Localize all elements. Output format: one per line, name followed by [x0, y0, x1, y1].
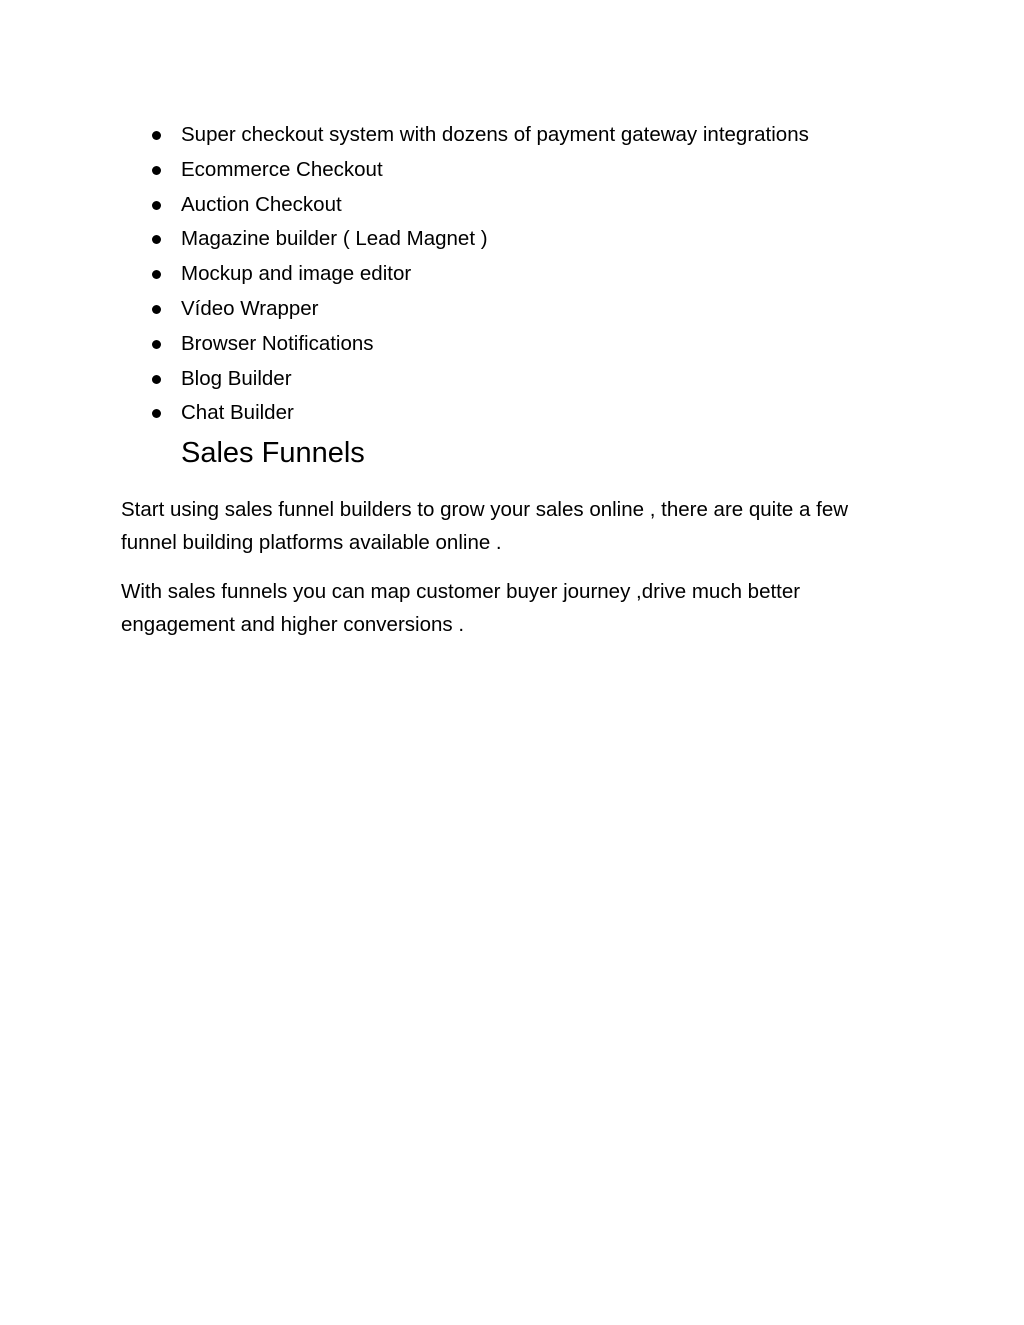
list-item-text: Blog Builder: [181, 366, 292, 390]
list-item: [150, 188, 809, 223]
bullet-icon: [152, 305, 161, 314]
bullet-icon: [152, 166, 161, 175]
list-item: [150, 396, 809, 431]
list-item: [150, 362, 809, 397]
feature-list: [150, 118, 809, 431]
bullet-icon: [152, 270, 161, 279]
bullet-icon: [152, 340, 161, 349]
list-item-text: Ecommerce Checkout: [181, 157, 383, 181]
list-item: [150, 222, 809, 257]
list-item-text: Magazine builder ( Lead Magnet ): [181, 227, 488, 251]
bullet-icon: [152, 235, 161, 244]
list-item-text: Browser Notifications: [181, 331, 374, 355]
body-paragraph: Start using sales funnel builders to grow your sales online , there are quite a few funnel building platforms available online .: [121, 498, 849, 554]
list-item: [150, 292, 809, 327]
bullet-icon: [152, 131, 161, 140]
section-heading: Sales Funnels: [181, 437, 365, 469]
list-item: [150, 327, 809, 362]
bullet-icon: [152, 201, 161, 210]
list-item: [150, 118, 809, 153]
list-item-text: Auction Checkout: [181, 192, 342, 216]
body-paragraph: With sales funnels you can map customer buyer journey ,drive much better engagement and higher conversions .: [121, 580, 801, 636]
list-item-text: Chat Builder: [181, 401, 294, 425]
list-item-text: Mockup and image editor: [181, 262, 412, 286]
bullet-icon: [152, 375, 161, 384]
bullet-icon: [152, 409, 161, 418]
list-item: [150, 257, 809, 292]
list-item-text: Super checkout system with dozens of payment gateway integrations: [181, 123, 809, 146]
list-item-text: Vídeo Wrapper: [181, 296, 319, 320]
list-item: [150, 153, 809, 188]
